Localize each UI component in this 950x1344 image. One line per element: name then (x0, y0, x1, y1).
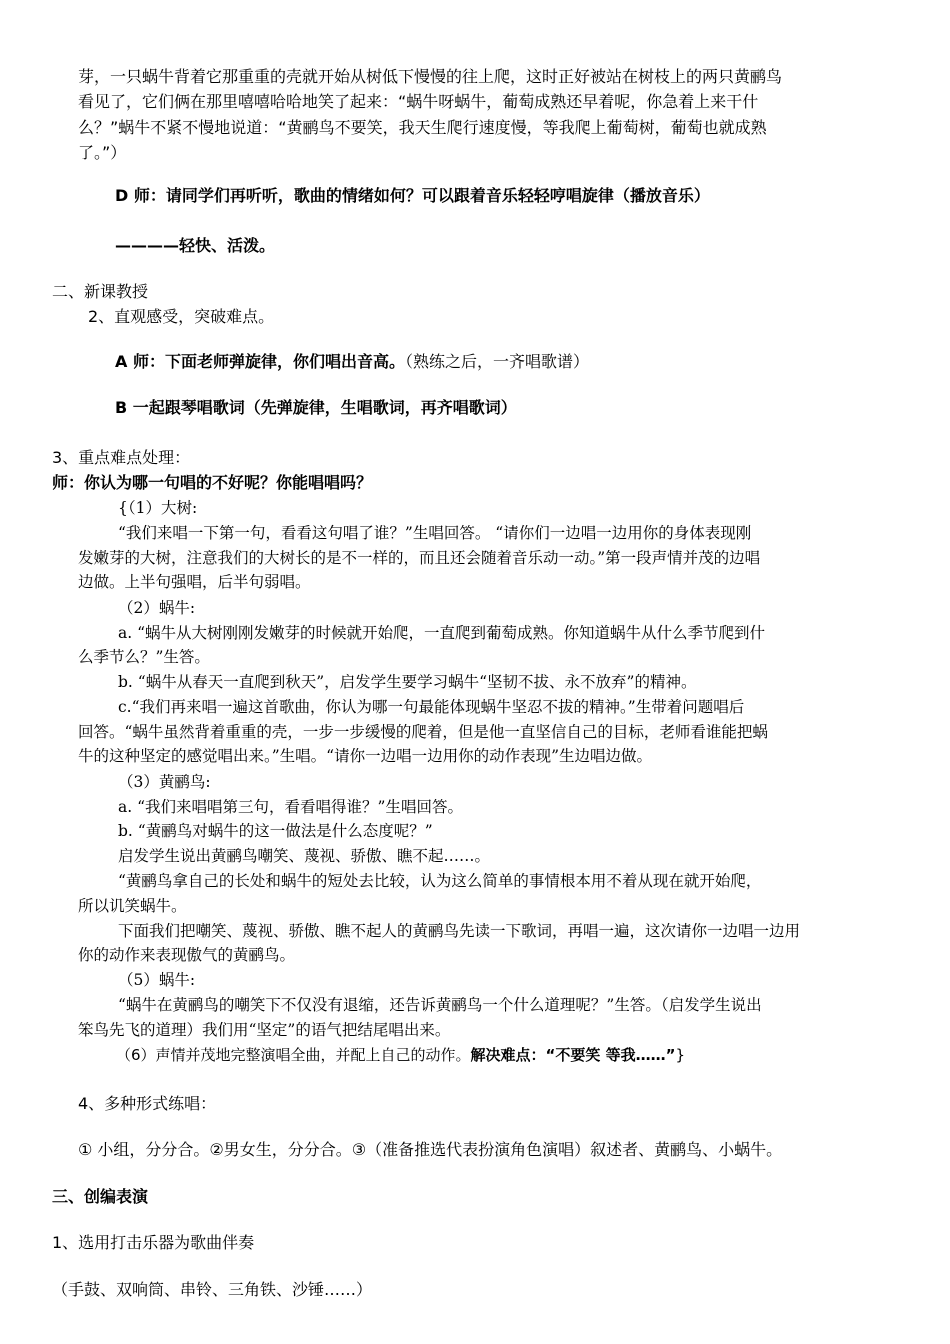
subsection-2-title: 2、直观感受，突破难点。 (88, 307, 275, 326)
teacher-question: 师：你认为哪一句唱的不好呢？你能唱唱吗？ (52, 473, 373, 492)
part-5-title: （5）蜗牛: (118, 971, 196, 989)
part-3-b: b. “黄鹂鸟对蜗牛的这一做法是什么态度呢？” (118, 822, 433, 840)
step-d-answer: ————轻快、活泼。 (115, 236, 276, 255)
part-3-quote-2: 所以讥笑蜗牛。 (78, 897, 187, 915)
part-2-b: b. “蜗牛从春天一直爬到秋天”，启发学生要学习蜗牛“坚韧不拔、永不放弃”的精神。 (118, 673, 697, 691)
step-a-bold: A 师：下面老师弹旋律，你们唱出音高。 (115, 352, 405, 371)
key-difficulty: 解决难点：“不要笑 等我……” (470, 1046, 676, 1064)
subsection-3-title: 3、重点难点处理： (52, 448, 191, 467)
story-line-2: 看见了，它们俩在那里嘻嘻哈哈地笑了起来：“蜗牛呀蜗牛，葡萄成熟还早着呢，你急着上来干什 (78, 92, 759, 111)
story-line-1: 芽，一只蜗牛背着它那重重的壳就开始从树低下慢慢的往上爬，这时正好被站在树枝上的两只黄鹂鸟 (78, 67, 783, 86)
section-3-title: 三、创编表演 (52, 1187, 149, 1206)
step-a-line (115, 352, 589, 372)
part-1-title: {（1）大树: (118, 499, 198, 517)
closing-brace: } (675, 1046, 686, 1064)
story-line-4: 了。”） (78, 143, 127, 162)
part-2-a-2: 么季节么？”生答。 (78, 648, 210, 666)
part-1-text-1: “我们来唱一下第一句，看看这句唱了谁？”生唱回答。 “请你们一边唱一边用你的身体表现刚 (118, 524, 752, 542)
part-1-text-2: 发嫩芽的大树，注意我们的大树长的是不一样的，而且还会随着音乐动一动。”第一段声情并茂的边唱 (78, 549, 761, 567)
part-3-guide: 启发学生说出黄鹂鸟嘲笑、蔑视、骄傲、瞧不起……。 (118, 847, 491, 865)
part-3-task-1: 下面我们把嘲笑、蔑视、骄傲、瞧不起人的黄鹂鸟先读一下歌词，再唱一遍，这次请你一边唱一边用 (118, 922, 801, 940)
step-a-note: （熟练之后，一齐唱歌谱） (404, 352, 589, 371)
part-3-quote-1: “黄鹂鸟拿自己的长处和蜗牛的短处去比较，认为这么简单的事情根本用不着从现在就开始爬， (118, 872, 762, 890)
practice-forms: ① 小组，分分合。②男女生，分分合。③（准备推选代表扮演角色演唱）叙述者、黄鹂鸟、小蜗牛。 (78, 1140, 783, 1159)
subsection-4-title: 4、多种形式练唱： (78, 1094, 217, 1113)
part-3-title: （3）黄鹂鸟: (118, 773, 211, 791)
part-2-c-2: 回答。“蜗牛虽然背着重重的壳，一步一步缓慢的爬着，但是他一直坚信自己的目标，老师看谁能把蜗 (78, 723, 768, 741)
part-2-title: （2）蜗牛: (118, 599, 196, 617)
part-5-text-2: 笨鸟先飞的道理）我们用“坚定”的语气把结尾唱出来。 (78, 1021, 451, 1039)
part-2-c-3: 牛的这种坚定的感觉唱出来。”生唱。“请你一边唱一边用你的动作表现”生边唱边做。 (78, 747, 653, 765)
subsection-1-title: 1、选用打击乐器为歌曲伴奏 (52, 1233, 255, 1252)
story-line-3: 么？”蜗牛不紧不慢地说道：“黄鹂鸟不要笑，我天生爬行速度慢，等我爬上葡萄树，葡萄也就成熟 (78, 118, 767, 137)
instrument-list: （手鼓、双响筒、串铃、三角铁、沙锤……） (52, 1280, 373, 1299)
part-2-c-1: c.“我们再来唱一遍这首歌曲，你认为哪一句最能体现蜗牛坚忍不拔的精神。”生带着问题唱后 (118, 698, 745, 716)
part-5-text-1: “蜗牛在黄鹂鸟的嘲笑下不仅没有退缩，还告诉黄鹂鸟一个什么道理呢？”生答。（启发学生说出 (118, 996, 762, 1014)
part-6-line (116, 1045, 685, 1065)
part-3-task-2: 你的动作来表现傲气的黄鹂鸟。 (78, 946, 296, 964)
part-2-a-1: a. “蜗牛从大树刚刚发嫩芽的时候就开始爬，一直爬到葡萄成熟。你知道蜗牛从什么季节爬到什 (118, 624, 766, 642)
part-1-text-3: 边做。上半句强唱，后半句弱唱。 (78, 573, 311, 591)
step-b-line: B 一起跟琴唱歌词（先弹旋律，生唱歌词，再齐唱歌词） (115, 398, 517, 417)
section-2-title: 二、新课教授 (52, 282, 149, 301)
step-d-heading: D 师：请同学们再听听，歌曲的情绪如何？可以跟着音乐轻轻哼唱旋律（播放音乐） (115, 186, 710, 205)
part-6-text: （6）声情并茂地完整演唱全曲，并配上自己的动作。 (116, 1046, 471, 1064)
part-3-a: a. “我们来唱唱第三句，看看唱得谁？”生唱回答。 (118, 798, 463, 816)
